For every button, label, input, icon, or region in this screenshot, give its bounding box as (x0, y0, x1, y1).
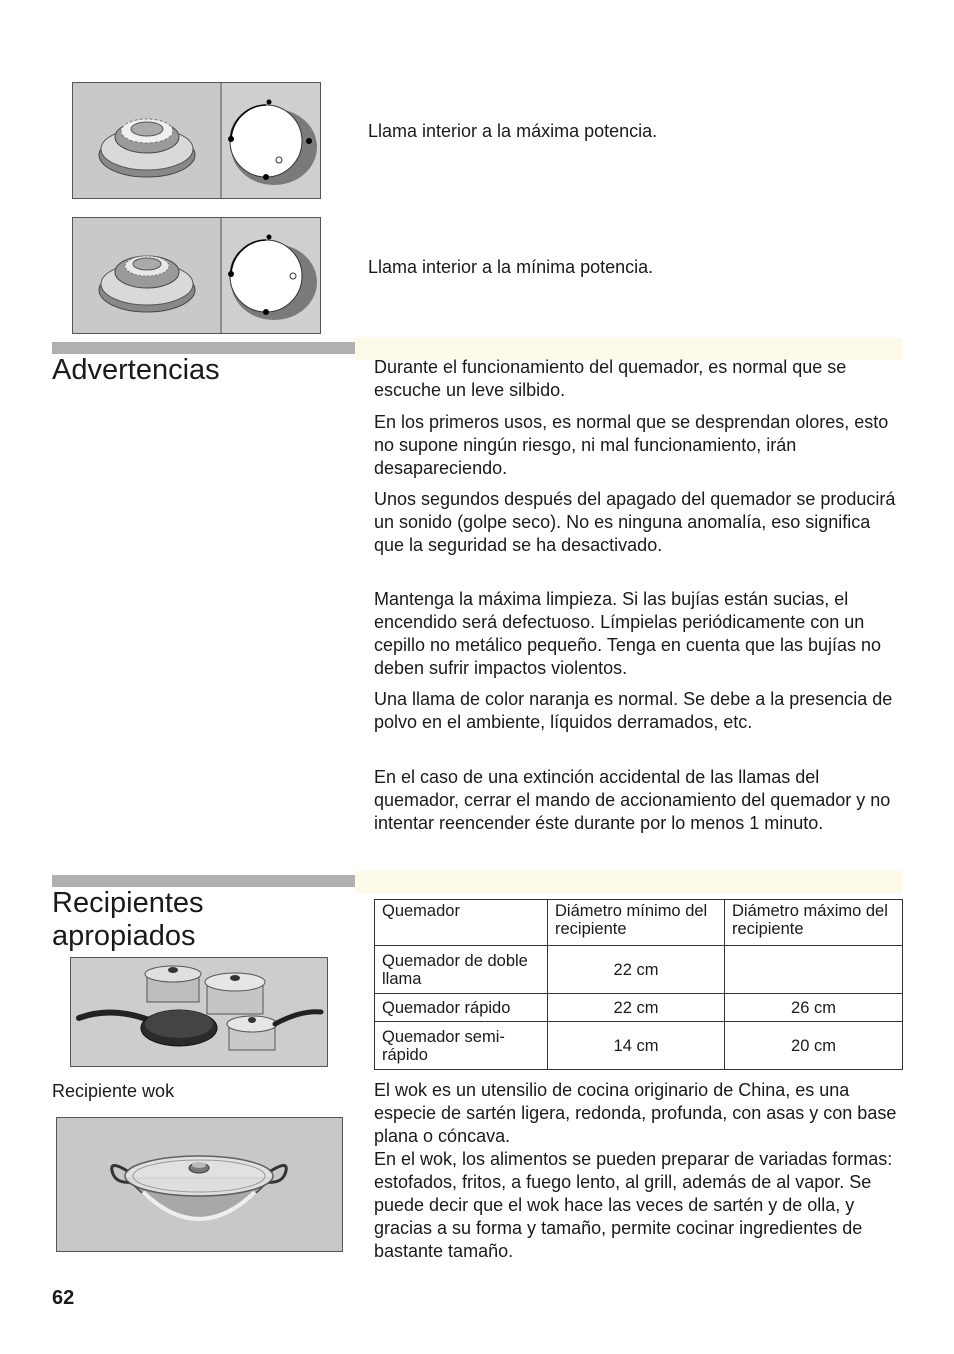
table-row (375, 994, 903, 1022)
table-cell: 14 cm (548, 1022, 725, 1070)
advertencias-section-bar (52, 342, 355, 354)
advertencias-paragraph-4: Mantenga la máxima limpieza. Si las bujías están sucias, el encendido será defectuoso. Límpielas periódicamente con un cepillo no metálico pequeño. Tenga en cuenta que las bujías no deben sufrir impactos violentos. (374, 589, 882, 678)
table-cell (725, 946, 903, 994)
wok-paragraph-1: El wok es un utensilio de cocina originario de China, es una especie de sartén ligera, redonda, profunda, con asas y con base plana o cóncava. (374, 1080, 897, 1146)
recipientes-title (52, 887, 204, 953)
advertencias-paragraph-2: En los primeros usos, es normal que se desprendan olores, esto no supone ningún riesgo, ni mal funcionamiento, irán desapareciendo. (374, 412, 889, 478)
wok-paragraph-2: En el wok, los alimentos se pueden preparar de variadas formas: estofados, fritos, a fuego lento, al grill, además de al vapor. Se puede decir que el wok hace las veces de sartén y de olla, y gracias a su forma y tamaño, permite cocinar ingredientes de bastante tamaño. (374, 1149, 893, 1261)
table-cell: 22 cm (548, 994, 725, 1022)
table-cell: 22 cm (548, 946, 725, 994)
recipientes-title-line-2: apropiados (52, 920, 196, 952)
table-cell: 26 cm (725, 994, 903, 1022)
advertencias-paragraph-5: Una llama de color naranja es normal. Se debe a la presencia de polvo en el ambiente, líquidos derramados, etc. (374, 689, 893, 732)
table-cell: Quemador semi-rápido (375, 1022, 548, 1070)
burner-max-flame-figure (72, 82, 321, 199)
advertencias-paragraph-6: En el caso de una extinción accidental de las llamas del quemador, cerrar el mando de accionamiento del quemador y no intentar reencender éste durante por lo menos 1 minuto. (374, 767, 891, 833)
burner-min-flame-figure (72, 217, 321, 334)
max-flame-caption: Llama interior a la máxima potencia. (368, 121, 658, 141)
table-cell: Quemador rápido (375, 994, 548, 1022)
burner-pot-size-table (374, 899, 903, 1070)
recipientes-title-line-1: Recipientes (52, 887, 204, 919)
table-header-cell: Quemador (375, 900, 548, 946)
advertencias-title: Advertencias (52, 354, 220, 386)
wok-label: Recipiente wok (52, 1081, 175, 1101)
table-cell: 20 cm (725, 1022, 903, 1070)
pots-figure (70, 957, 328, 1067)
table-cell: Quemador de doble llama (375, 946, 548, 994)
recipientes-section-tint (355, 871, 902, 893)
table-header-row (375, 900, 903, 946)
table-row (375, 1022, 903, 1070)
advertencias-paragraph-3: Unos segundos después del apagado del quemador se producirá un sonido (golpe seco). No es ninguna anomalía, eso significa que la seguridad se ha desactivado. (374, 489, 896, 555)
table-header-cell: Diámetro mínimo del recipiente (548, 900, 725, 946)
min-flame-caption: Llama interior a la mínima potencia. (368, 257, 654, 277)
table-header-cell: Diámetro máximo del recipiente (725, 900, 903, 946)
advertencias-paragraph-1: Durante el funcionamiento del quemador, es normal que se escuche un leve silbido. (374, 357, 847, 400)
page-number: 62 (52, 1287, 75, 1309)
wok-figure (56, 1117, 343, 1252)
recipientes-section-bar (52, 875, 355, 887)
table-row (375, 946, 903, 994)
